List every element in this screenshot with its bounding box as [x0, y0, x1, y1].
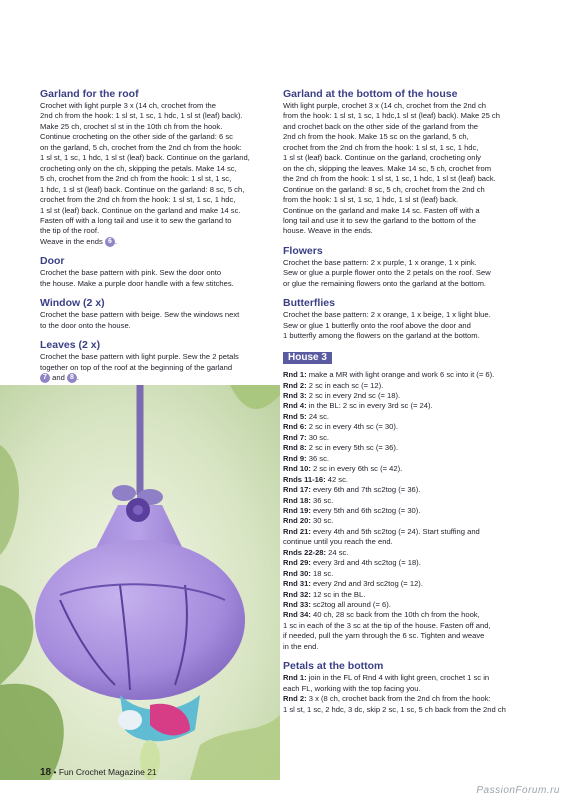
round-line: Rnd 2: 3 x (8 ch, crochet back from the 2nd ch from the hook: — [283, 694, 491, 704]
round-line: Rnds 11-16: 42 sc. — [283, 474, 349, 484]
round-line: Rnd 21: every 4th and 5th sc2tog (= 24). Start stuffing and — [283, 526, 480, 536]
round-line: 1 sc in each of the 3 sc at the tip of the house. Fasten off and, — [283, 620, 491, 630]
window-text: Crochet the base pattern with beige. Sew the windows next to the door onto the house. — [40, 310, 240, 330]
heading-petals: Petals at the bottom — [283, 660, 384, 673]
watermark: PassionForum.ru — [476, 785, 560, 796]
round-line: Rnd 31: every 2nd and 3rd sc2tog (= 12). — [283, 579, 423, 589]
house-3-rounds — [283, 370, 519, 652]
footer-bullet: • — [53, 767, 57, 777]
leaves-text: Crochet the base pattern with light purple. Sew the 2 petals together on top of the roof at the beginning of the garland 7 and 8 . — [40, 352, 239, 383]
round-line: 1 sl st, 1 sc, 2 hdc, 3 dc, skip 2 sc, 1 sc, 5 ch back from the 2nd ch — [283, 704, 506, 714]
round-line: Rnd 10: 2 sc in every 6th sc (= 42). — [283, 464, 403, 474]
section-petals — [283, 660, 519, 715]
round-line: Rnd 5: 24 sc. — [283, 411, 329, 421]
round-line: Rnd 2: 2 sc in each sc (= 12). — [283, 380, 384, 390]
heading-door: Door — [40, 255, 65, 268]
section-butterflies — [283, 297, 519, 341]
round-line: Rnd 33: sc2tog all around (= 6). — [283, 600, 391, 610]
step-ref-badge: 7 — [40, 373, 50, 383]
heading-butterflies: Butterflies — [283, 297, 335, 310]
round-line: Rnd 29: every 3rd and 4th sc2tog (= 18). — [283, 558, 421, 568]
heading-window: Window (2 x) — [40, 297, 105, 310]
round-line: Rnd 19: every 5th and 6th sc2tog (= 30). — [283, 505, 421, 515]
round-line: Rnd 34: 40 ch, 28 sc back from the 10th ch from the hook, — [283, 610, 480, 620]
house-3-heading: House 3 — [283, 352, 332, 364]
butterflies-text: Crochet the base pattern: 2 x orange, 1 x beige, 1 x light blue. Sew or glue 1 butterfly onto the roof above the door and 1 butterfly among the flowers on the garland at the bottom. — [283, 310, 491, 341]
round-line: Rnd 3: 2 sc in every 2nd sc (= 18). — [283, 390, 401, 400]
round-line: Rnd 9: 36 sc. — [283, 453, 329, 463]
page-number: 18 — [40, 767, 52, 778]
page-footer — [40, 767, 157, 778]
section-flowers — [283, 245, 519, 289]
round-line: Rnd 32: 12 sc in the BL. — [283, 589, 366, 599]
left-column — [40, 88, 272, 392]
round-line: if needed, pull the yarn through the 6 sc. Tighten and weave — [283, 631, 485, 641]
section-window — [40, 297, 272, 331]
step-ref-badge: 6 — [105, 237, 115, 247]
round-line: Rnd 17: every 6th and 7th sc2tog (= 36). — [283, 485, 421, 495]
section-garland-roof — [40, 88, 272, 247]
round-line: continue until you reach the end. — [283, 537, 393, 547]
round-line: Rnd 4: in the BL: 2 sc in every 3rd sc (= 24). — [283, 401, 433, 411]
crochet-house-photo — [0, 385, 280, 780]
garland-roof-text: Crochet with light purple 3 x (14 ch, crochet from the 2nd ch from the hook: 1 sl st, 1 sc, 1 hdc, 1 sl st (leaf) back). Make 25 ch, crochet sl st in the 10th ch from the hook. Continue crocheting on the other side of the garland: 6 sc on the garland, 5 ch, crochet from the 2nd ch from the hook: 1 sl st, 1 sc, 1 hdc, 1 sl st (leaf) back. Continue on the garland, crocheting only on the ch, skipping the petals. Make 14 sc, 5 ch, crochet from the 2nd ch from the hook: 1 sl st, 1 sc, 1 hdc, 1 sl st (leaf) back. Continue on the garland: 8 sc, 5 ch, crochet from the 2nd ch from the hook: 1 sl st, 1 sc, 1 hdc, 1 sl st (leaf) back. Continue on the garland and make 14 sc. Fasten off with a long tail and use it to sew the garland to the tip of the roof. Weave in the ends 6 . — [40, 101, 250, 246]
round-line: Rnd 8: 2 sc in every 5th sc (= 36). — [283, 443, 398, 453]
section-leaves — [40, 339, 272, 383]
heading-leaves: Leaves (2 x) — [40, 339, 101, 352]
round-line: Rnd 20: 30 sc. — [283, 516, 334, 526]
round-line: Rnd 30: 18 sc. — [283, 568, 334, 578]
round-line: Rnd 7: 30 sc. — [283, 432, 329, 442]
magazine-name: Fun Crochet Magazine 21 — [58, 767, 157, 777]
step-ref-badge: 8 — [67, 373, 77, 383]
round-line: Rnd 1: join in the FL of Rnd 4 with light green, crochet 1 sc in — [283, 673, 490, 683]
round-line: each FL, working with the top facing you. — [283, 683, 421, 693]
section-garland-bottom — [283, 88, 519, 237]
round-line: Rnds 22-28: 24 sc. — [283, 547, 349, 557]
round-line: Rnd 1: make a MR with light orange and work 6 sc into it (= 6). — [283, 370, 495, 380]
door-text: Crochet the base pattern with pink. Sew the door onto the house. Make a purple door handle with a few stitches. — [40, 268, 234, 288]
section-door — [40, 255, 272, 289]
round-line: in the end. — [283, 641, 319, 651]
heading-garland-bottom: Garland at the bottom of the house — [283, 88, 458, 100]
heading-flowers: Flowers — [283, 244, 323, 257]
right-column — [283, 88, 519, 723]
flowers-text: Crochet the base pattern: 2 x purple, 1 x orange, 1 x pink. Sew or glue a purple flower onto the 2 petals on the roof. Sew or glue the remaining flowers onto the garland at the bottom. — [283, 257, 491, 288]
round-line: Rnd 18: 36 sc. — [283, 495, 334, 505]
heading-garland-roof: Garland for the roof — [40, 88, 139, 100]
garland-bottom-text: With light purple, crochet 3 x (14 ch, crochet from the 2nd ch from the hook: 1 sl st, 1 sc, 1 hdc,1 sl st (leaf) back). Make 25 ch and crochet back on the other side of the garland from the 2nd ch from the hook. Make 15 sc on the garland, 5 ch, crochet from the 2nd ch from the hook: 1 sl st, 1 sc, 1 hdc, 1 sl st (leaf) back. Continue on the garland, crocheting only on the ch, skipping the leaves. Make 14 sc, 5 ch, crochet from the 2nd ch from the hook: 1 sl st, 1 sc, 1 hdc, 1 sl st (leaf) back. Continue on the garland: 8 sc, 5 ch, crochet from the 2nd ch from the hook: 1 sl st, 1 sc, 1 hdc, 1 sl st (leaf) back. Continue on the garland and make 14 sc. Fasten off with a long tail and use it to sew the garland to the bottom of the house. Weave in the ends. — [283, 101, 500, 236]
round-line: Rnd 6: 2 sc in every 4th sc (= 30). — [283, 422, 398, 432]
